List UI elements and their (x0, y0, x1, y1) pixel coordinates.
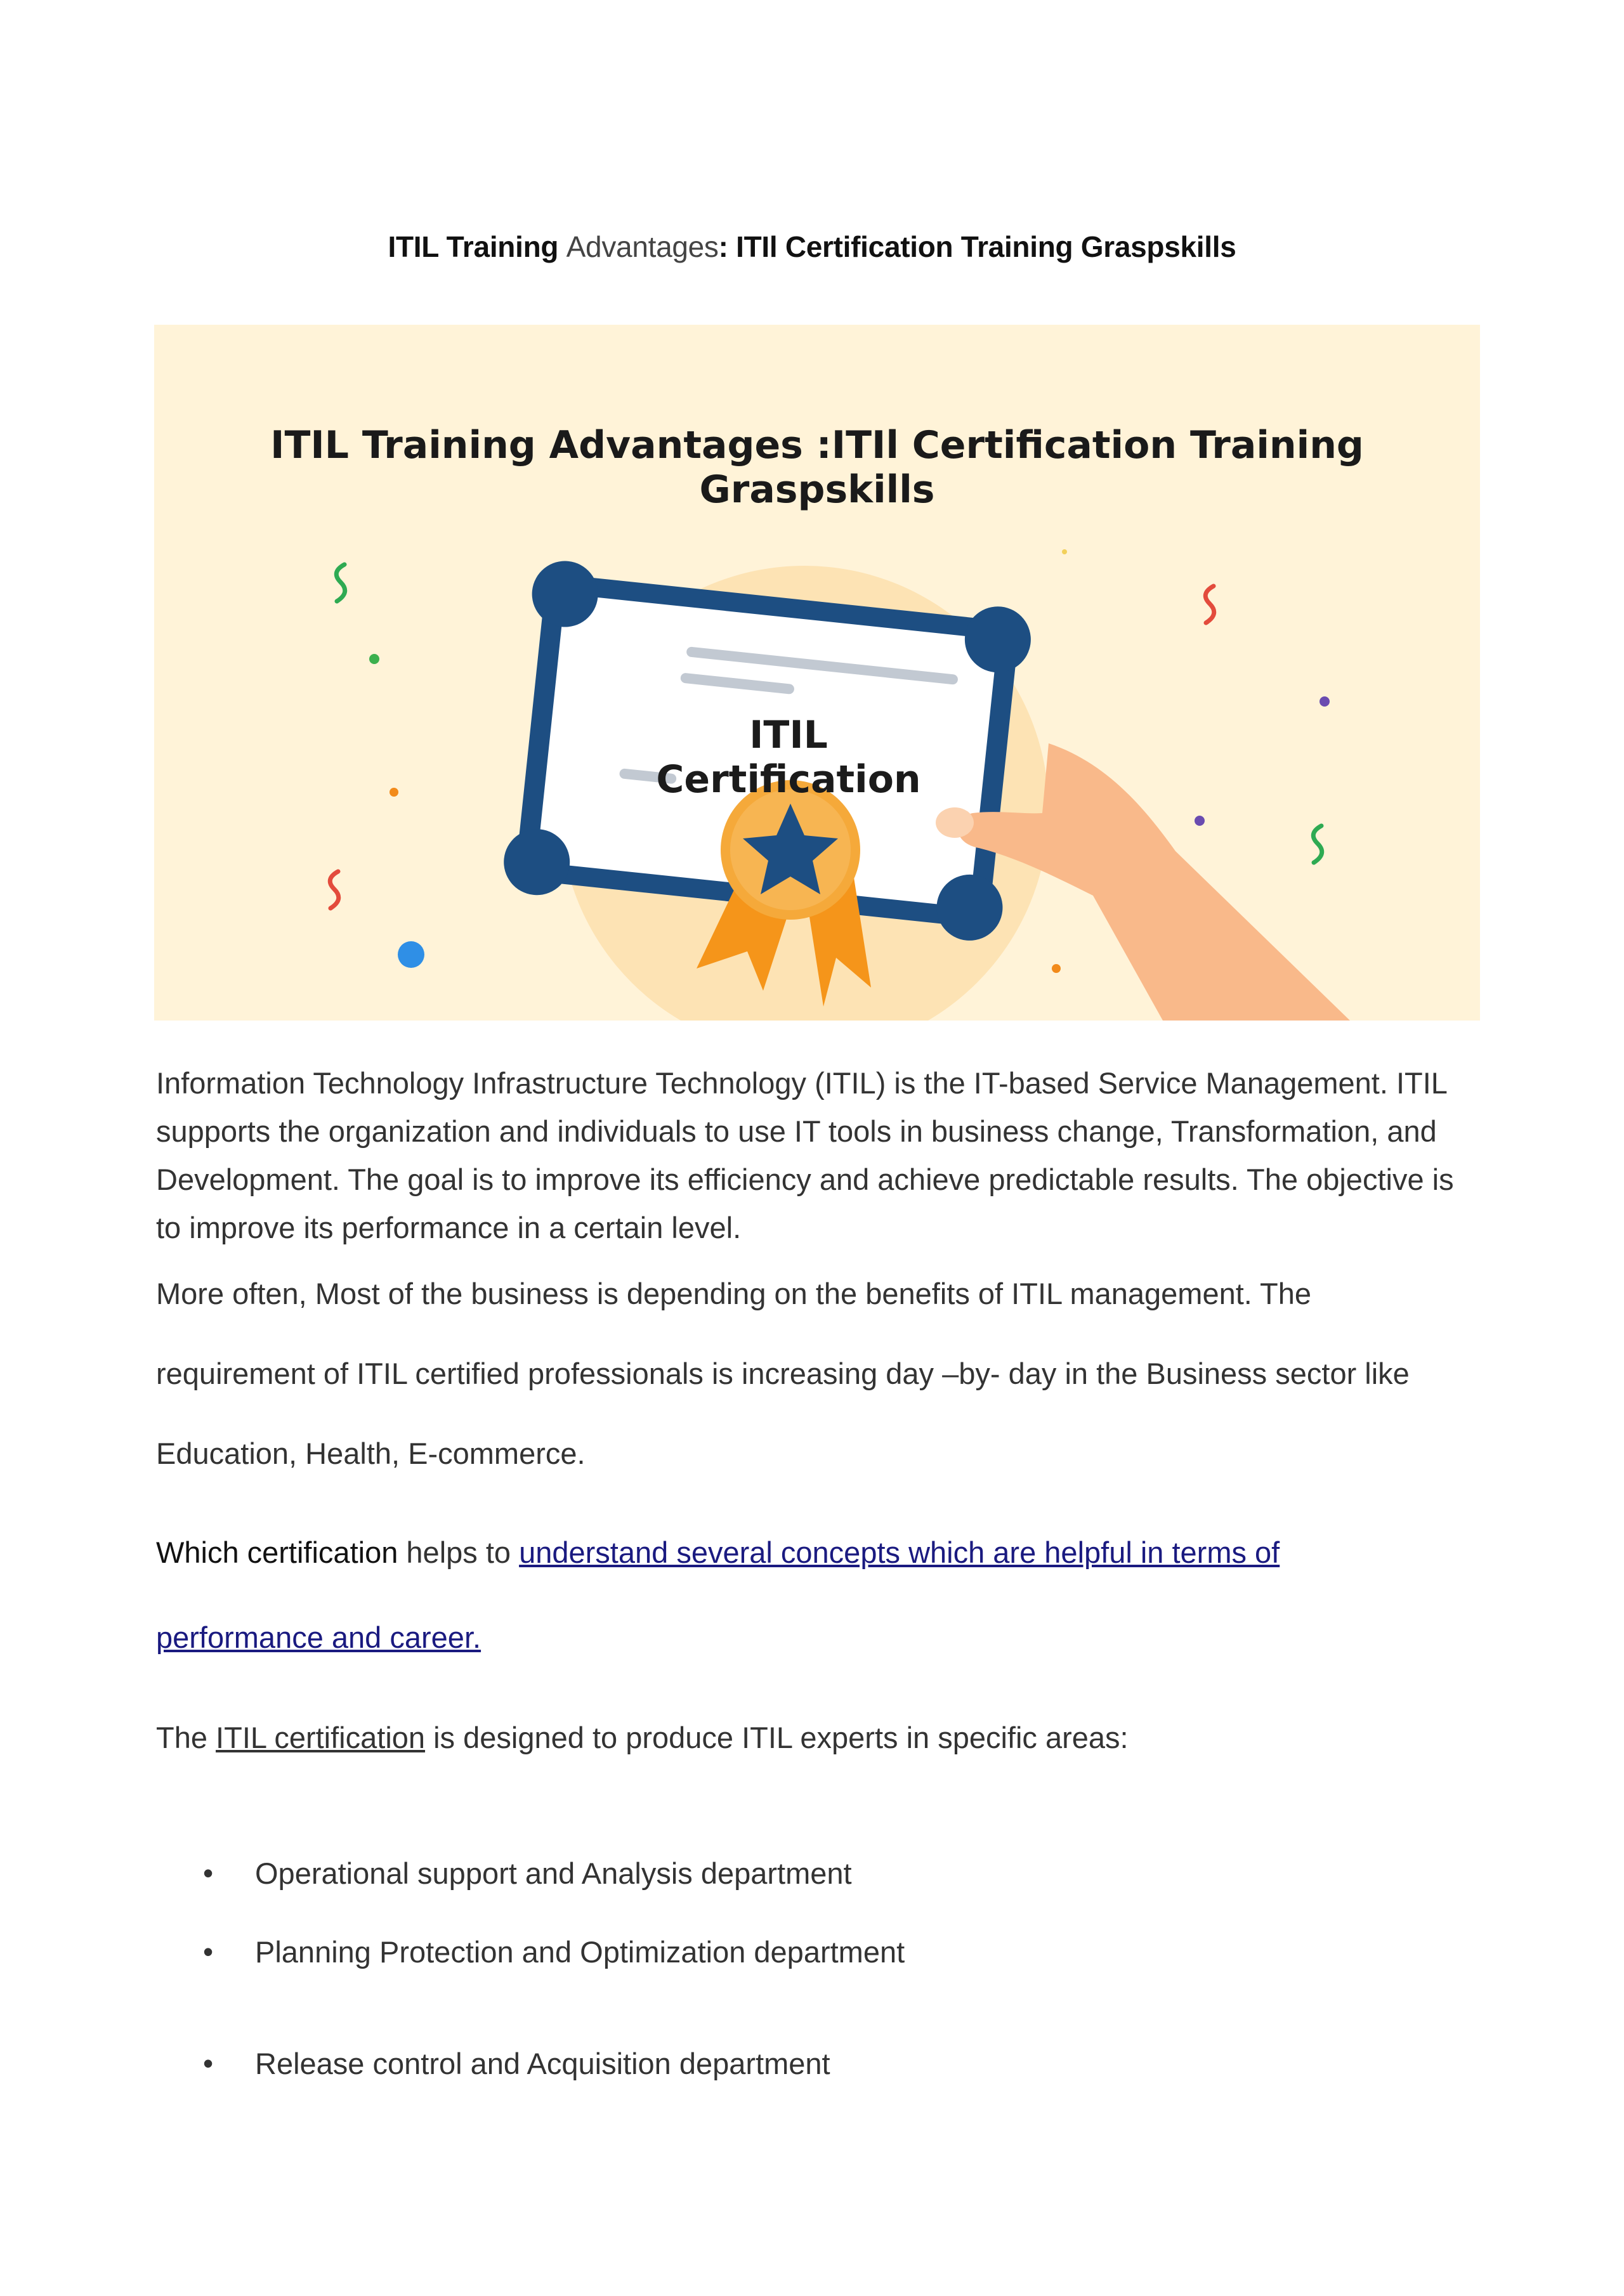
certificate-label: ITIL Certification (656, 713, 921, 802)
demand-line-1: More often, Most of the business is depending on the benefits of ITIL management. The (156, 1277, 1312, 1310)
which-certification-line (156, 1535, 1488, 1570)
confetti-dot-yellow (1062, 549, 1067, 554)
which-certification-lead: Which certification (156, 1536, 398, 1569)
banner-heading: ITIL Training Advantages :ITIl Certification Training Graspskills (270, 423, 1364, 512)
itil-line-prefix: The (156, 1721, 216, 1754)
demand-line-2: requirement of ITIL certified professionals is increasing day –by- day in the Business sector like (156, 1357, 1410, 1390)
which-certification-line-2 (156, 1620, 1488, 1655)
concepts-link[interactable]: understand several concepts which are helpful in terms of (519, 1536, 1280, 1569)
itil-certification-link[interactable]: ITIL certification (216, 1721, 426, 1754)
page-title (0, 230, 1624, 264)
list-item: Operational support and Analysis department (255, 1856, 852, 1890)
performance-career-link[interactable]: performance and career. (156, 1621, 481, 1654)
title-part-2: Advantages (566, 230, 719, 263)
which-certification-middle: helps to (398, 1536, 520, 1569)
list-item: Planning Protection and Optimization department (255, 1935, 905, 1969)
confetti-squiggle-green-left (336, 564, 344, 601)
title-part-3: : ITIl Certification Training Graspskills (718, 230, 1236, 263)
list-item: Release control and Acquisition department (255, 2047, 830, 2080)
confetti-dot-blue (398, 941, 424, 968)
confetti-squiggle-green-right (1313, 826, 1321, 863)
thumb-nail (936, 807, 974, 838)
confetti-squiggle-red-left (330, 871, 338, 908)
bullet-icon: • (203, 1856, 214, 1889)
itil-line-suffix: is designed to produce ITIL experts in specific areas: (425, 1721, 1129, 1754)
confetti-dot-purple-1 (1320, 696, 1330, 707)
confetti-dot-orange (390, 788, 398, 797)
title-part-1: ITIL Training (388, 230, 566, 263)
banner-image (154, 325, 1480, 1021)
certificate-illustration (154, 325, 1480, 1021)
bullet-icon: • (203, 1935, 214, 1968)
itil-certification-line (156, 1720, 1488, 1755)
bullet-icon: • (203, 2047, 214, 2080)
intro-paragraph: Information Technology Infrastructure Technology (ITIL) is the IT-based Service Management. ITIL supports the organization and individuals to use IT tools in business change, Transformation, and Development. The goal is to improve its efficiency and achieve predictable results. The objective is to improve its performance in a certain level. (156, 1066, 1454, 1244)
confetti-dot-purple-2 (1195, 816, 1205, 826)
demand-line-3: Education, Health, E-commerce. (156, 1437, 586, 1470)
confetti-squiggle-red-right (1205, 586, 1214, 623)
confetti-dot-orange-2 (1052, 964, 1061, 973)
confetti-dot-green (369, 654, 379, 664)
